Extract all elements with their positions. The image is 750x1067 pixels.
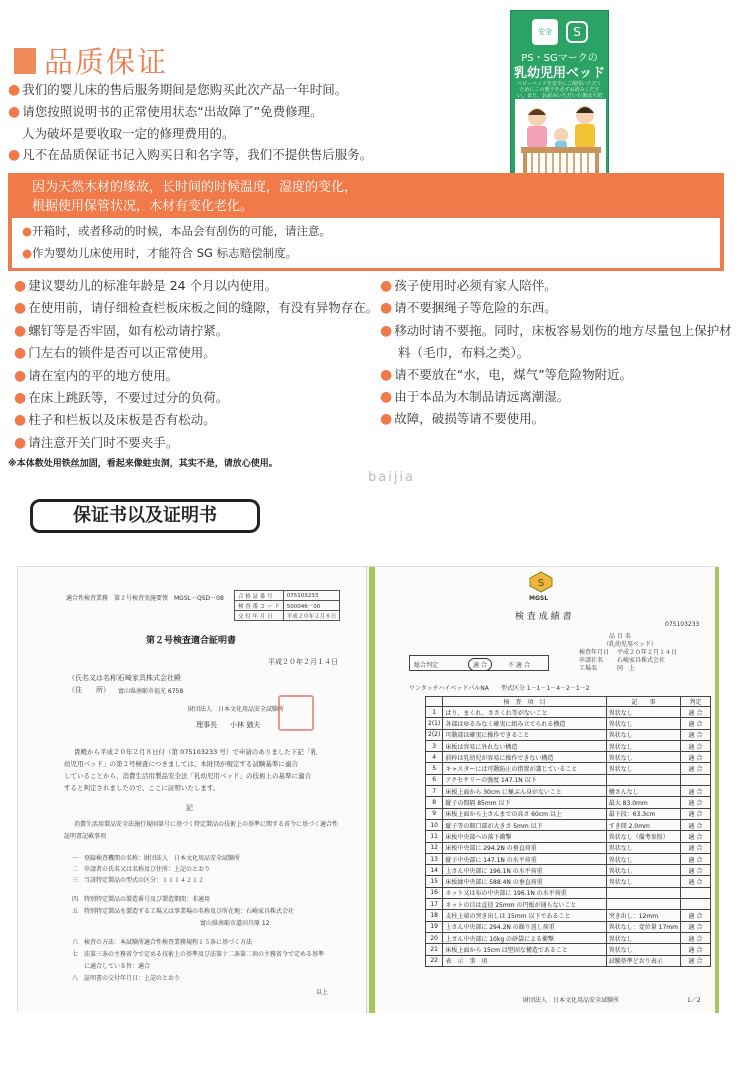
cert-title: 第２号検査適合証明書 (146, 636, 237, 646)
list-item: ● 移动时请不要拖。同时，床板容易划伤的地方尽量包上保护材 (380, 322, 732, 339)
bullet-icon: ● (380, 366, 393, 383)
warranty-line: ● 请您按照说明书的正常使用状态“出故障了”免费修理。 (8, 104, 323, 120)
mgsl-logo-icon (528, 571, 554, 593)
top-ref: 適合性検査業務 第２号検査実施要領 MGSL－QSD－08 (66, 595, 224, 602)
bullet-icon: ● (14, 367, 27, 384)
row-note: 異状なし (606, 752, 680, 763)
list-item: ● 由于本品为木制品请远离潮湿。 (380, 389, 570, 406)
table-row (426, 842, 711, 853)
row-item: ネットの目は直径 25mm の円板が通らないこと (443, 899, 606, 910)
row-note: 突き出し：12mm (606, 910, 680, 921)
row-judge (681, 899, 711, 910)
table-row (426, 899, 711, 910)
row-judge: 適 合 (681, 831, 711, 842)
factory: 同 上 (617, 665, 636, 672)
row-note: 試験基準どおり表示 (606, 955, 680, 966)
cert-body-line: 幼児用ベッド」の第２号検査につきましては、本財団が規定する試験基準に適合 (64, 760, 298, 768)
row-no: 12 (426, 842, 443, 853)
row-no: 8 (426, 797, 443, 808)
report-date: 平成２０年２月１４日 (617, 649, 678, 656)
date-label: 検査年月日 (579, 649, 610, 656)
row-judge: 適 合 (681, 707, 711, 718)
usage-list-left (14, 275, 378, 454)
list-item: ● 请在室内的平的地方使用。 (14, 367, 179, 384)
table-row (426, 944, 711, 955)
row-no: 18 (426, 910, 443, 921)
cert-item: 三 当該特定製品の型式の区分：１１１４２１２ (72, 877, 205, 884)
row-note: 最下段：63.3cm (606, 808, 680, 819)
bullet-icon: ● (8, 82, 21, 98)
row-no: 21 (426, 944, 443, 955)
heading-title: 品质保证 (44, 45, 169, 79)
row-judge (681, 774, 711, 785)
row-judge: 適 合 (681, 910, 711, 921)
list-item: ● 建议婴幼儿的标准年龄是 24 个月以内使用。 (14, 278, 278, 294)
row-item: 上さん中央部に 294.2N の繰り返し荷重 (443, 921, 606, 932)
row-no: 7 (426, 786, 443, 797)
row-note (606, 899, 680, 910)
to-name: 石崎家具株式会社殿 (118, 674, 181, 682)
law-line: 証明書記載事項 (64, 833, 107, 840)
row-item: 床板中央部への落下衝撃 (443, 831, 606, 842)
cert-item: 一 登録検査機関の名称：財団法人 日本文化用品安全試験所 (72, 855, 241, 862)
applicant-label: 申請社名 (579, 657, 604, 664)
booklet-title-2: 乳幼児用ベッド (513, 66, 605, 81)
list-item: ● 柱子和栏板以及床板是否有松动。 (14, 412, 216, 429)
row-note: 異状なし（備考参照） (606, 831, 680, 842)
cert-body-line: すると判定されましたので、ここに証明いたします。 (64, 784, 220, 792)
row-item: アクセサリーの強度 147.1N 以下 (443, 774, 606, 785)
bullet-icon: ● (14, 345, 27, 362)
row-note (606, 774, 680, 785)
row-judge: 適 合 (681, 752, 711, 763)
row-no: 10 (426, 819, 443, 830)
row-note: 異状なし (606, 865, 680, 876)
booklet-title-1: PS・SGマークの (521, 53, 598, 64)
row-note: 異状なし (606, 876, 680, 887)
row-item: 床板上面から上さんまでの高さ 60cm 以上 (443, 808, 606, 819)
row-note (606, 887, 680, 898)
issuer-title: 理事長 (196, 721, 217, 729)
col-note: 記 事 (606, 697, 680, 707)
cert-item: 六 検査の方法：本試験所適合性検査業務規程１５条に基づく方法 (72, 939, 253, 946)
bullet-icon: ● (14, 390, 27, 407)
row-judge: 適 合 (681, 729, 711, 740)
row-note: 異状なし (606, 707, 680, 718)
usage-list-right (380, 275, 732, 431)
bullet-icon: ● (8, 147, 21, 163)
list-item: ● 在使用前，请仔细检查栏板床板之间的缝隙，有没有异物存在。 (14, 300, 379, 317)
table-row (426, 729, 711, 740)
cert-item: に適合している旨：適合 (72, 963, 151, 970)
wood-notice-line: 根据使用保管状况，木材有变化老化。 (32, 199, 254, 214)
row-judge: 適 合 (681, 853, 711, 864)
table-row (426, 819, 711, 830)
table-row (426, 740, 711, 751)
row-item: 上さん中央部に 10kg の砂袋による衝撃 (443, 932, 606, 943)
list-item: ● 请不要放在“水，电，煤气”等危险物附近。 (380, 366, 633, 383)
row-no: 13 (426, 853, 443, 864)
list-item: 料（毛巾，布料之类）。 (398, 345, 530, 361)
row-no: 9 (426, 808, 443, 819)
inner-line: ●作为婴幼儿床使用时，才能符合 SG 标志赔偿制度。 (22, 246, 298, 260)
report-footer: 財団法人 日本文化用品安全試験所 (523, 997, 620, 1004)
row-item: 縦子の間隔 85mm 以下 (443, 797, 606, 808)
list-item: ● 螺钉等是否牢固，如有松动请拧紧。 (14, 322, 229, 339)
row-no: 5 (426, 763, 443, 774)
table-row (426, 932, 711, 943)
row-note: すき間 2.0mm (606, 819, 680, 830)
footnote: ※本体数处用铁丝加固，看起来像蛀虫洞，其实不是，请放心使用。 (8, 459, 278, 469)
row-item: 床板は容易に外れない構造 (443, 740, 606, 751)
table-row (426, 831, 711, 842)
row-note: 異状なし (606, 842, 680, 853)
cert-number-table (234, 590, 340, 621)
cert-item: 二 申請者の氏名又は名称及び住所：上記のとおり (72, 866, 211, 873)
row-note: 異状なし：変位量 17mm (606, 921, 680, 932)
certificate-documents (17, 566, 718, 1012)
overall-pass: 適 合 (468, 658, 492, 671)
table-row (426, 707, 711, 718)
table-row (426, 786, 711, 797)
hdr-label: 検 査 番 コ ー ド (235, 601, 284, 611)
product-label: 品 目 名 (609, 633, 631, 640)
row-item: 縦子等の開口部が大きさ 5mm 以下 (443, 819, 606, 830)
hdr-value: 平成２０年２月８日 (283, 611, 340, 621)
row-judge (681, 887, 711, 898)
factory-label: 工場名 (579, 665, 598, 672)
row-judge: 適 合 (681, 718, 711, 729)
to-addr-label: （住 所） (68, 686, 110, 694)
row-judge: 適 合 (681, 865, 711, 876)
cert-body-line: していることから、消費生活用製品安全法「乳幼児用ベッド」の技術上の基準に適合 (64, 772, 311, 780)
row-note: 異状なし (606, 944, 680, 955)
row-judge: 適 合 (681, 876, 711, 887)
row-note: 構さんなし (606, 786, 680, 797)
table-row (426, 876, 711, 887)
to-name-label: （氏名又は名称） (68, 674, 124, 682)
row-item: キャスターには可動防止の措置が講じていること (443, 763, 606, 774)
cert-date: 平成２０年２月１４日 (268, 658, 338, 666)
row-judge: 適 合 (681, 763, 711, 774)
table-row (426, 797, 711, 808)
report-ref: 075103233 (665, 621, 700, 628)
bullet-icon: ● (14, 322, 27, 339)
row-judge: 適 合 (681, 842, 711, 853)
issuer-name: 小林 猶夫 (230, 721, 261, 729)
row-no: 2(2) (426, 729, 443, 740)
wood-notice-text (32, 178, 357, 216)
row-note: 異状なし (606, 932, 680, 943)
list-item: ● 门左右的锁件是否可以正常使用。 (14, 345, 216, 362)
row-judge: 適 合 (681, 932, 711, 943)
cert-item: 七 法第三条の主務省令で定める技術上の基準及び法第十二条第二項の主務省令で定める基準 (72, 951, 325, 958)
row-judge: 適 合 (681, 955, 711, 966)
row-no: 1 (426, 707, 443, 718)
bullet-icon: ● (14, 278, 27, 294)
cert-item: 五 特別特定製品を製造する工場又は事業場の名称及び所在地：石崎家具株式会社 (72, 908, 295, 915)
table-row (426, 752, 711, 763)
warranty-line: 人为破坏是要收取一定的修理费用的。 (22, 126, 235, 141)
row-judge: 適 合 (681, 740, 711, 751)
wood-notice-band (8, 173, 724, 271)
row-no: 22 (426, 955, 443, 966)
row-note: 異状なし (606, 740, 680, 751)
row-judge: 適 合 (681, 819, 711, 830)
table-row (426, 718, 711, 729)
row-note: 異状なし (606, 729, 680, 740)
row-item: ネット又は布の中央部に 196.1N の水平荷重 (443, 887, 606, 898)
col-judge: 判定 (681, 697, 711, 707)
overall-judgement-box (409, 655, 549, 671)
row-item: 床板上面から 15cm は堅固な構造であること (443, 944, 606, 955)
row-no: 15 (426, 876, 443, 887)
bullet-icon: ● (380, 322, 393, 339)
bullet-icon: ● (380, 278, 393, 294)
col-item: 検 査 項 目 (443, 697, 606, 707)
bullet-icon: ● (22, 224, 33, 238)
inspection-report-page (369, 567, 719, 1013)
watermark: baijia (368, 470, 416, 485)
product-name: （乳幼児用ベッド） (603, 641, 658, 648)
overall-fail: 不 適 合 (508, 662, 530, 669)
page-edge-bar (369, 567, 375, 1013)
report-title: 検 査 成 績 書 (515, 612, 572, 622)
table-row (426, 763, 711, 774)
wood-notice-line: 因为天然木材的缘故，长时间的时候温度，湿度的变化， (32, 180, 358, 195)
model-line: ワンタッチハイベッドパルNA 型式区分 1－1－1－4－2－1－2 (409, 685, 590, 692)
row-item: 可動部は確実に操作できること (443, 729, 606, 740)
booklet-subtitle: ベビーベッドを安全にご使用いただくためにこの冊子を必ずお読みください。また、お読みいただいた後は大切 (517, 81, 603, 99)
row-no: 19 (426, 921, 443, 932)
mgsl-logo-text: MGSL (529, 595, 549, 602)
applicant: 石崎家具株式会社 (617, 657, 666, 664)
row-no: 4 (426, 752, 443, 763)
wood-notice-inner (12, 218, 720, 268)
row-item: 表 示 事 項 (443, 955, 606, 966)
bullet-icon: ● (14, 434, 27, 451)
row-note: 最大 83.0mm (606, 797, 680, 808)
row-item: 床板縁中央部に 588.4N の垂直荷重 (443, 876, 606, 887)
cert-end: 以上 (316, 989, 329, 996)
page-number: 1／2 (687, 997, 701, 1004)
row-judge: 適 合 (681, 944, 711, 955)
bullet-icon: ● (8, 104, 21, 120)
cert-item: 四 特別特定製品の製造番号及び製造期間：非適用 (72, 896, 211, 903)
row-item: 前枠は乳幼児が容易に操作できない構造 (443, 752, 606, 763)
row-item: 床板上面から 30cm に極ぶん身がないこと (443, 786, 606, 797)
table-row (426, 774, 711, 785)
row-item: 縦子中央部に 147.1N の水平荷重 (443, 853, 606, 864)
hdr-label: 交 付 年 月 日 (235, 611, 284, 621)
list-item: ● 孩子使用时必须有家人陪伴。 (380, 278, 557, 294)
sg-mark-icon: S (566, 21, 588, 43)
row-judge: 適 合 (681, 921, 711, 932)
row-judge: 適 合 (681, 808, 711, 819)
conformity-certificate-page (18, 567, 367, 1013)
ki-mark: 記 (186, 804, 193, 812)
row-no: 11 (426, 831, 443, 842)
cert-heading: 保证书以及证明书 (30, 499, 260, 533)
row-item: ばり、まくれ、ささくれ等がないこと (443, 707, 606, 718)
page-edge-bar (715, 567, 719, 1013)
table-row (426, 910, 711, 921)
warranty-line: ● 凡不在品质保证书记入购买日和名字等，我们不提供售后服务。 (8, 147, 373, 163)
cert-item: 富山県南砺市道田川原 12 (122, 920, 270, 927)
heading-square-icon (14, 48, 36, 74)
table-row (426, 921, 711, 932)
table-header-row (426, 697, 711, 707)
row-no: 14 (426, 865, 443, 876)
row-no: 2(1) (426, 718, 443, 729)
table-row (426, 955, 711, 966)
inspection-table (425, 696, 711, 967)
cert-item: 八 証明書の交付年月日：上記のとおり (72, 975, 181, 982)
table-row (426, 808, 711, 819)
table-row (426, 887, 711, 898)
list-item: ● 请注意开关门时不要夹手。 (14, 434, 179, 451)
row-item: 各部はゆるみなく確実に組み立てられる構造 (443, 718, 606, 729)
cert-body-line: 貴殿から平成２０年２月８日付（第 075103233 号）で申請のありました下記「乳 (74, 748, 317, 756)
row-item: 床板中央部に 294.2N の垂直荷重 (443, 842, 606, 853)
bullet-icon: ● (14, 412, 27, 429)
col-no (426, 697, 443, 707)
row-no: 16 (426, 887, 443, 898)
list-item: ● 故障，破损等请不要使用。 (380, 411, 545, 428)
official-seal-icon (278, 695, 314, 731)
hdr-value: 075103233 (283, 591, 340, 601)
warranty-line: ● 我们的婴儿床的售后服务期间是您购买此次产品一年时间。 (8, 82, 348, 98)
row-item: 支柱上端の突き出しは 15mm 以下であること (443, 910, 606, 921)
row-no: 20 (426, 932, 443, 943)
to-addr: 富山県南砺市福光 6758 (118, 688, 184, 695)
bullet-icon: ● (380, 389, 393, 406)
list-item: ● 请不要捆绳子等危险的东西。 (380, 300, 557, 317)
row-no: 3 (426, 740, 443, 751)
hdr-value: 500046－00 (283, 601, 340, 611)
issuer-org: 財団法人 日本文化用品安全試験所 (188, 706, 285, 713)
overall-label: 総合判定 (414, 662, 439, 669)
row-judge: 適 合 (681, 797, 711, 808)
section-heading-quality (14, 40, 168, 81)
law-line: 消費生活用製品安全法施行規則第号に基づく特定製品の技術上の基準に関する省令に基づく適合性 (74, 821, 339, 828)
row-judge: 適 合 (681, 786, 711, 797)
bullet-icon: ● (380, 300, 393, 317)
row-no: 17 (426, 899, 443, 910)
hdr-label: 合 格 証 番 号 (235, 591, 284, 601)
row-note: 異状なし (606, 763, 680, 774)
inner-line: ●开箱时，或者移动的时候，本品会有刮伤的可能，请注意。 (22, 224, 332, 238)
table-row (426, 865, 711, 876)
safety-logo-icon: 安全 (532, 19, 558, 45)
row-note: 異状なし (606, 853, 680, 864)
bullet-icon: ● (22, 246, 33, 260)
row-item: 上さん中央部に 196.1N の水平荷重 (443, 865, 606, 876)
table-row (426, 853, 711, 864)
row-note: 異状なし (606, 718, 680, 729)
svg-text:S: S (537, 578, 545, 589)
bullet-icon: ● (14, 300, 27, 317)
list-item: ● 在床上跳跃等，不要过过分的负荷。 (14, 390, 229, 407)
row-no: 6 (426, 774, 443, 785)
bullet-icon: ● (380, 411, 393, 428)
